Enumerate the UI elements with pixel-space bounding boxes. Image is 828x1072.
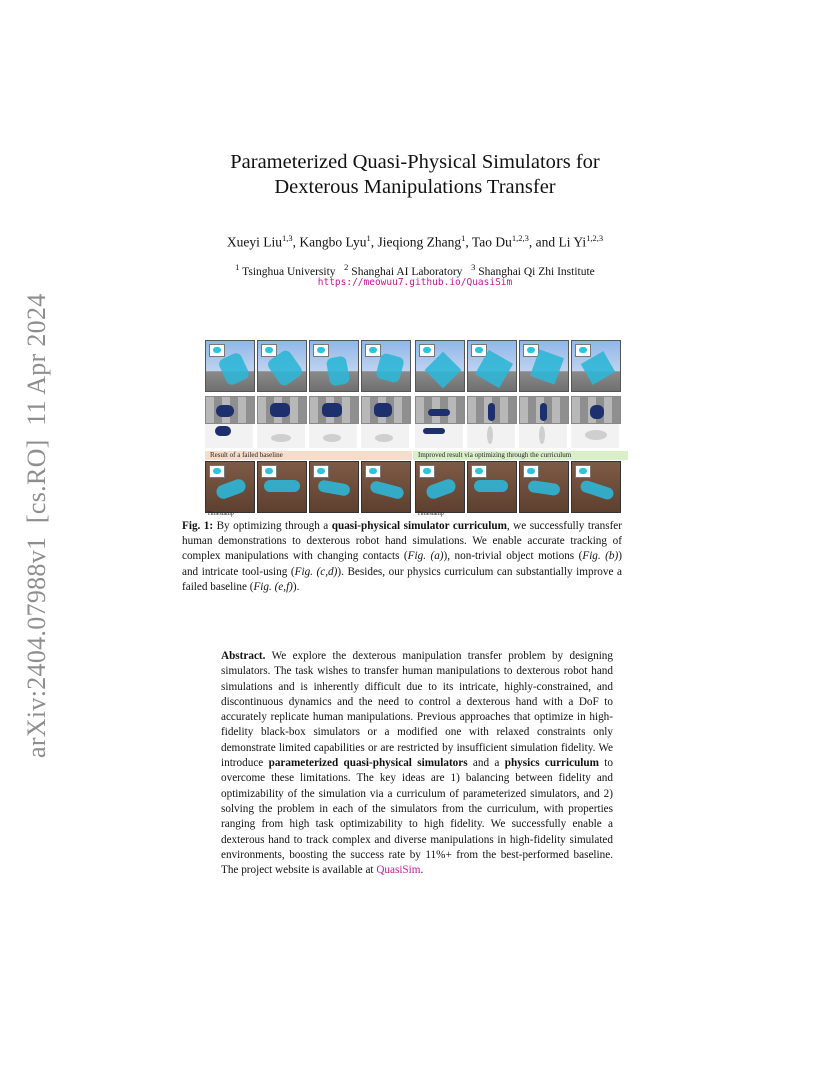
tool-render [540,403,547,421]
figure-panel-shadow [257,424,305,448]
robot-hand-render [527,480,560,496]
caption-text: ), non-trivial object motions ( [443,550,583,563]
figure-panel-d4 [571,396,621,424]
caption-label: Fig. 1: [182,520,214,532]
improved-result-label: Improved result via optimizing through the curriculum [413,451,628,460]
tool-render [488,403,495,421]
figure-panel-b3 [519,340,569,392]
abstract-text: . [420,864,424,877]
inset-thumbnail [261,465,277,478]
figure-panel-shadow [467,424,515,448]
robot-hand-render [317,479,351,496]
timestamp-axis-label: Timestamp [417,511,444,517]
author-affil-sup: 1 [461,233,466,243]
abstract-emphasis: parameterized quasi-physical simulators [268,757,468,770]
figure-panel-shadow [361,424,409,448]
inset-thumbnail [209,344,225,357]
author-separator: , [292,234,300,250]
figure-panel-f1 [415,461,465,513]
figure-panel-c2 [257,396,307,424]
failed-baseline-label: Result of a failed baseline [205,451,412,460]
caption-text: ). Besides, our physics curriculum can substantially improve a failed baseline ( [182,565,622,593]
author-name: Li Yi [558,234,587,250]
inset-thumbnail [261,344,277,357]
abstract-paragraph [221,649,613,878]
figure-panel-f2 [467,461,517,513]
figure-panel-shadow [415,424,463,448]
affil-number: 1 [235,262,240,272]
inset-thumbnail [471,465,487,478]
caption-text: , we successfully transfer human demonstrations to dexterous robot hand simulations. We enable accurate tracking of complex manipulations with changing contacts ( [182,520,622,563]
robot-hand-render [264,480,300,492]
caption-text: ). [292,580,300,593]
tool-render [216,405,234,417]
inset-thumbnail [575,344,591,357]
paper-title [150,150,680,200]
figure-panel-shadow [205,424,253,448]
inset-thumbnail [313,344,329,357]
object-render [425,352,462,389]
tool-render [215,426,231,436]
author-name: Tao Du [471,234,512,250]
inset-thumbnail [313,465,329,478]
robot-hand-render [425,477,458,500]
inset-thumbnail [419,465,435,478]
figure-panel-d2 [467,396,517,424]
figure-panel-c4 [361,396,411,424]
figure-panel-d1 [415,396,465,424]
arxiv-identifier-stamp: arXiv:2404.07988v1 [cs.RO] 11 Apr 2024 [22,293,51,758]
robot-hand-render [474,480,508,492]
figure-panel-f3 [519,461,569,513]
inset-thumbnail [523,465,539,478]
title-line-1: Parameterized Quasi-Physical Simulators for [230,151,600,173]
inset-thumbnail [419,344,435,357]
figure-panel-c3 [309,396,359,424]
caption-emphasis: quasi-physical simulator curriculum [331,520,507,532]
shadow-render [487,426,493,444]
shadow-render [539,426,545,444]
figure-panel-e1 [205,461,255,513]
shadow-render [271,434,291,442]
shadow-render [585,430,607,440]
tool-render [270,403,290,417]
robot-hand-render [215,477,248,500]
figure-panel-c1 [205,396,255,424]
author-affil-sup: 1,2,3 [586,233,604,243]
shadow-render [323,434,341,442]
shadow-render [375,434,393,442]
caption-fig-ref: Fig. (a) [407,550,444,563]
tool-render [374,403,392,417]
affil-name: Tsinghua University [242,265,336,278]
abstract-text: We explore the dexterous manipulation transfer problem by designing simulators. The task wishes to transfer human manipulations to dexterous robot hand simulations and is inherently difficult due to its intricate, highly-constrained, and discontinuous dynamics and the need to control a dexterous hand with a DoF to accurately replicate human manipulations. Previous approaches that optimize in high-fidelity black-box simulators or a modified one with relaxed constraints only demonstrate limited capabilities or are restricted by insufficient simulation fidelity. We introduce [221,650,613,770]
author-affil-sup: 1 [366,233,371,243]
figure-panel-shadow [309,424,357,448]
title-line-2: Dexterous Manipulations Transfer [274,176,556,198]
figure-panel-a4 [361,340,411,392]
figure-panel-shadow [571,424,619,448]
author-name: Xueyi Liu [226,234,283,250]
abstract-label: Abstract. [221,650,266,662]
author-affil-sup: 1,2,3 [511,233,529,243]
figure-panel-e3 [309,461,359,513]
inset-thumbnail [575,465,591,478]
caption-text: ) and intricate tool-using ( [182,550,622,578]
abstract-text: and a [467,757,505,770]
author-separator: , and [528,234,559,250]
author-separator: , [465,234,472,250]
figure-panel-b4 [571,340,621,392]
figure-panel-shadow [519,424,567,448]
figure-panel-a2 [257,340,307,392]
robot-hand-render [326,355,351,386]
figure-panel-a1 [205,340,255,392]
author-list [150,229,680,252]
inset-thumbnail [365,344,381,357]
robot-hand-render [375,352,405,383]
caption-fig-ref: Fig. (e,f) [253,580,293,593]
author-name: Kangbo Lyu [299,234,367,250]
timestamp-axis-label: Timestamp [207,511,234,517]
inset-thumbnail [209,465,225,478]
inset-thumbnail [365,465,381,478]
figure-panel-d3 [519,396,569,424]
robot-hand-render [579,479,615,501]
caption-fig-ref: Fig. (b) [582,550,619,563]
tool-render [322,403,342,417]
affil-number: 3 [471,262,476,272]
figure-panel-b1 [415,340,465,392]
teaser-figure [205,340,623,520]
affil-name: Shanghai AI Laboratory [351,265,463,278]
abstract-emphasis: physics curriculum [504,757,599,770]
caption-fig-ref: Fig. (c,d) [294,565,338,578]
abstract-text: to overcome these limitations. The key ideas are 1) balancing between fidelity and optimizability of the simulation via a curriculum of parameterized simulators, and 2) solving the problem in each of the simulators from the curriculum, with properties ranging from high task optimizability to high fidelity. We successfully enable a dexterous hand to track complex and diverse manipulations in high-fidelity simulated environments, boosting the success rate by 11%+ from the best-performed baseline. The project website is available at [221,757,614,877]
figure-panel-e2 [257,461,307,513]
affil-name: Shanghai Qi Zhi Institute [478,265,595,278]
figure-panel-a3 [309,340,359,392]
quasisim-link[interactable]: QuasiSim [376,864,421,877]
tool-render [590,405,604,419]
author-affil-sup: 1,3 [282,233,293,243]
tool-render [423,428,445,434]
figure-panel-e4 [361,461,411,513]
robot-hand-render [369,480,405,500]
author-name: Jieqiong Zhang [377,234,462,250]
figure-caption [182,519,622,595]
figure-panel-f4 [571,461,621,513]
figure-panel-b2 [467,340,517,392]
affil-number: 2 [344,262,349,272]
caption-text: By optimizing through a [213,520,332,532]
tool-render [428,409,450,416]
project-url-link[interactable]: https://meowuu7.github.io/QuasiSim [317,277,513,288]
author-separator: , [370,234,378,250]
